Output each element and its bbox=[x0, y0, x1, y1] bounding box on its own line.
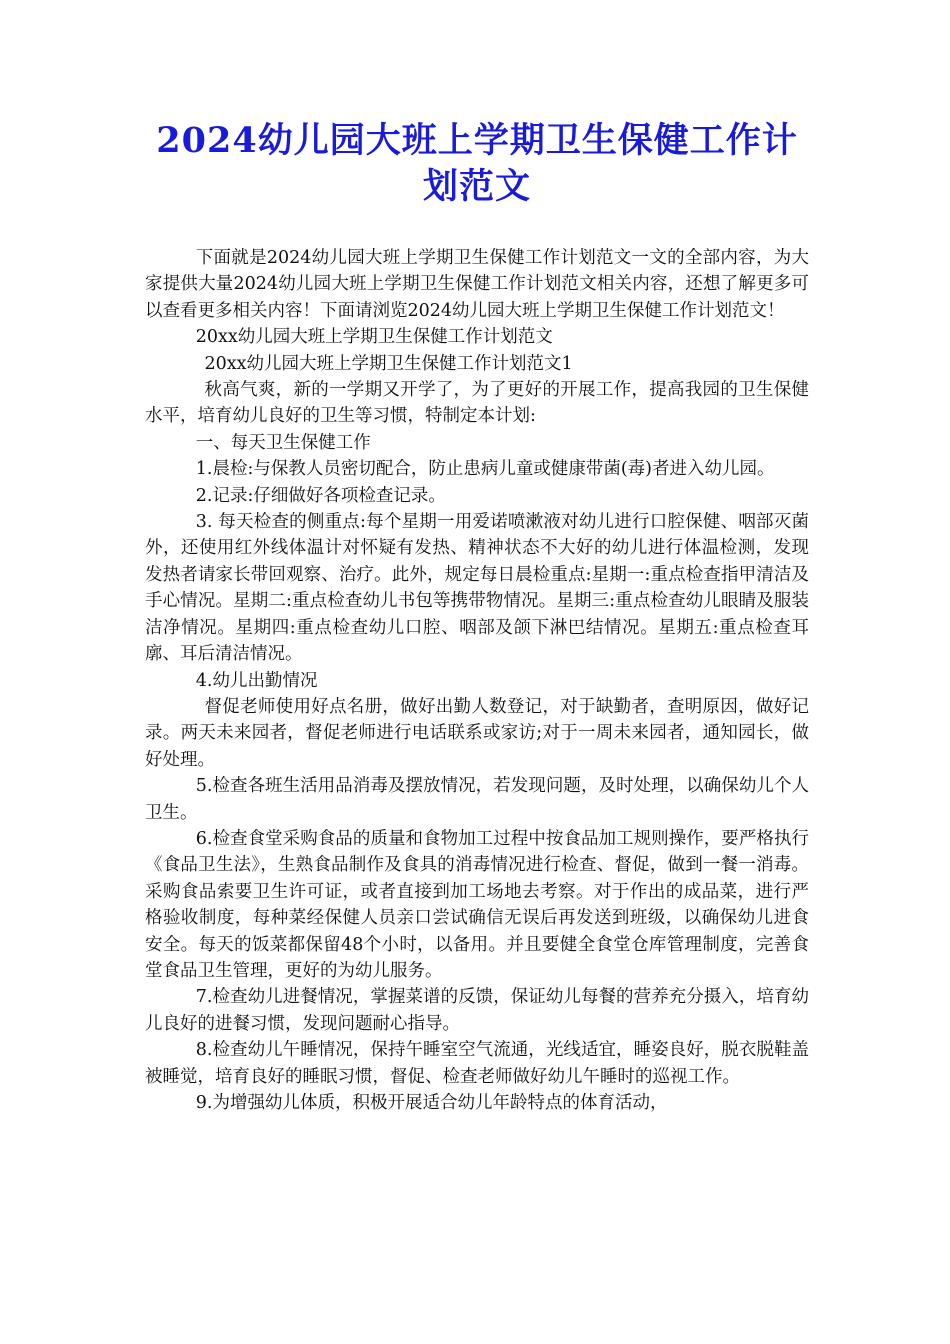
section-heading: 20xx幼儿园大班上学期卫生保健工作计划范文1 bbox=[204, 353, 573, 374]
section-heading: 一、每天卫生保健工作 bbox=[195, 432, 371, 453]
list-item: 5.检查各班生活用品消毒及摆放情况，若发现问题，及时处理，以确保幼儿个人卫生。 bbox=[145, 776, 809, 823]
list-item: 2.记录:仔细做好各项检查记录。 bbox=[195, 485, 446, 506]
document-body bbox=[145, 245, 809, 1116]
list-item: 6.检查食堂采购食品的质量和食物加工过程中按食品加工规则操作，要严格执行《食品卫生法》，生熟食品制作及食具的消毒情况进行检查、督促，做到一餐一消毒。采购食品索要卫生许可证，或者直接到加工场地去考察。对于作出的成品菜，进行严格验收制度，每种菜经保健人员亲口尝试确信无误后再发送到班级，以确保幼儿进食安全。每天的饭菜都保留48个小时，以备用。并且要健全食堂仓库管理制度，完善食堂食品卫生管理，更好的为幼儿服务。 bbox=[145, 828, 809, 981]
intro-paragraph: 下面就是2024幼儿园大班上学期卫生保健工作计划范文一文的全部内容，为大家提供大量2024幼儿园大班上学期卫生保健工作计划范文相关内容，还想了解更多可以查看更多相关内容！下面请浏览2024幼儿园大班上学期卫生保健工作计划范文！ bbox=[145, 248, 809, 321]
list-item: 7.检查幼儿进餐情况，掌握菜谱的反馈，保证幼儿每餐的营养充分摄入，培育幼儿良好的进餐习惯，发现问题耐心指导。 bbox=[145, 987, 809, 1034]
list-item: 4.幼儿出勤情况 bbox=[195, 670, 318, 691]
list-item: 9.为增强幼儿体质，积极开展适合幼儿年龄特点的体育活动， bbox=[195, 1093, 668, 1113]
document-page bbox=[145, 118, 809, 1116]
list-item: 3. 每天检查的侧重点:每个星期一用爱诺喷漱液对幼儿进行口腔保健、咽部灭菌外，还使用红外线体温计对怀疑有发热、精神状态不大好的幼儿进行体温检测，发现发热者请家长带回观察、治疗。此外，规定每日晨检重点:星期一:重点检查指甲清洁及手心情况。星期二:重点检查幼儿书包等携带物情况。星期三:重点检查幼儿眼睛及服装洁净情况。星期四:重点检查幼儿口腔、咽部及颌下淋巴结情况。星期五:重点检查耳廓、耳后清洁情况。 bbox=[145, 512, 809, 665]
list-item: 1.晨检:与保教人员密切配合，防止患病儿童或健康带菌(毒)者进入幼儿园。 bbox=[195, 459, 775, 480]
subtitle-line: 20xx幼儿园大班上学期卫生保健工作计划范文 bbox=[195, 327, 553, 348]
body-paragraph: 秋高气爽，新的一学期又开学了，为了更好的开展工作，提高我园的卫生保健水平，培育幼儿良好的卫生等习惯，特制定本计划: bbox=[145, 380, 809, 427]
body-paragraph: 督促老师使用好点名册，做好出勤人数登记，对于缺勤者，查明原因，做好记录。两天未来园者，督促老师进行电话联系或家访;对于一周未来园者，通知园长，做好处理。 bbox=[145, 696, 809, 770]
list-item: 8.检查幼儿午睡情况，保持午睡室空气流通，光线适宜，睡姿良好，脱衣脱鞋盖被睡觉，培育良好的睡眠习惯，督促、检查老师做好幼儿午睡时的巡视工作。 bbox=[145, 1040, 809, 1087]
document-title: 2024幼儿园大班上学期卫生保健工作计划范文 bbox=[156, 120, 798, 207]
